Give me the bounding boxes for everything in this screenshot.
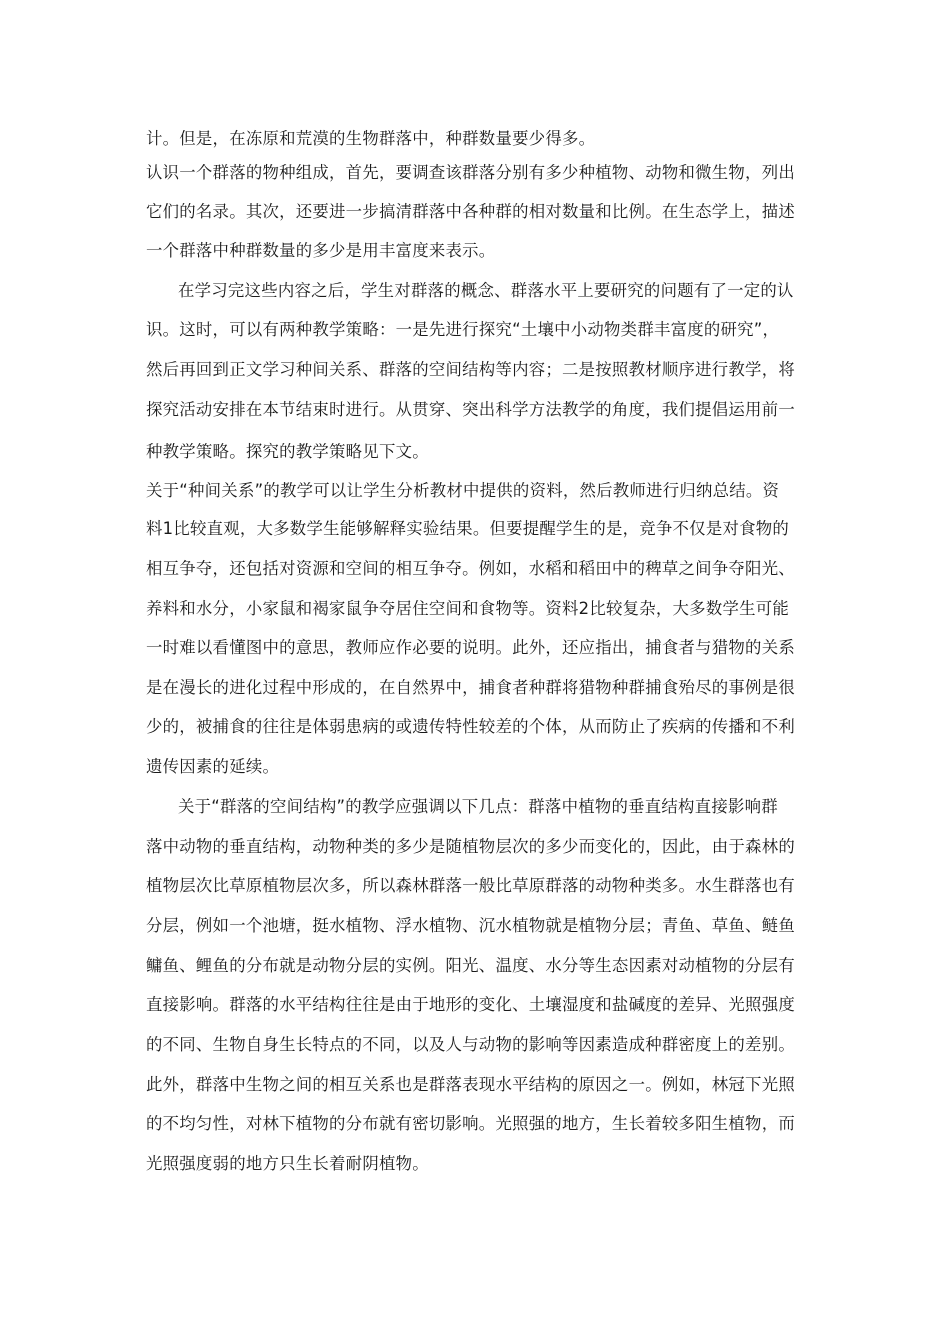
text-line: 此外，群落中生物之间的相互关系也是群落表现水平结构的原因之一。例如，林冠下光照 (146, 1075, 795, 1094)
text-line: 在学习完这些内容之后，学生对群落的概念、群落水平上要研究的问题有了一定的认 (178, 281, 794, 300)
text-line: 养料和水分，小家鼠和褐家鼠争夺居住空间和食物等。资料2比较复杂，大多数学生可能 (146, 599, 790, 618)
text-line: 关于“种间关系”的教学可以让学生分析教材中提供的资料，然后教师进行归纳总结。资 (146, 481, 780, 500)
text-line: 它们的名录。其次，还要进一步搞清群落中各种群的相对数量和比例。在生态学上，描述 (146, 202, 795, 221)
text-line: 的不同、生物自身生长特点的不同，以及人与动物的影响等因素造成种群密度上的差别。 (146, 1035, 795, 1054)
text-line: 认识一个群落的物种组成，首先，要调查该群落分别有多少种植物、动物和微生物，列出 (146, 163, 795, 182)
text-line: 一时难以看懂图中的意思，教师应作必要的说明。此外，还应指出，捕食者与猎物的关系 (146, 638, 795, 657)
text-line: 遗传因素的延续。 (146, 757, 280, 776)
text-line: 计。但是，在冻原和荒漠的生物群落中，种群数量要少得多。 (146, 129, 596, 148)
text-line: 然后再回到正文学习种间关系、群落的空间结构等内容；二是按照教材顺序进行教学，将 (146, 360, 795, 379)
text-line: 识。这时，可以有两种教学策略：一是先进行探究“土壤中小动物类群丰富度的研究”， (146, 320, 780, 339)
text-line: 植物层次比草原植物层次多，所以森林群落一般比草原群落的动物种类多。水生群落也有 (146, 876, 795, 895)
text-line: 分层，例如一个池塘，挺水植物、浮水植物、沉水植物就是植物分层；青鱼、草鱼、鲢鱼 (146, 916, 795, 935)
text-line: 一个群落中种群数量的多少是用丰富度来表示。 (146, 241, 496, 260)
text-line: 光照强度弱的地方只生长着耐阴植物。 (146, 1154, 429, 1173)
text-line: 关于“群落的空间结构”的教学应强调以下几点：群落中植物的垂直结构直接影响群 (178, 797, 778, 816)
text-line: 的不均匀性，对林下植物的分布就有密切影响。光照强的地方，生长着较多阳生植物，而 (146, 1114, 795, 1133)
text-line: 料1比较直观，大多数学生能够解释实验结果。但要提醒学生的是，竞争不仅是对食物的 (146, 519, 790, 538)
text-line: 种教学策略。探究的教学策略见下文。 (146, 442, 429, 461)
text-line: 落中动物的垂直结构，动物种类的多少是随植物层次的多少而变化的，因此，由于森林的 (146, 837, 795, 856)
text-line: 相互争夺，还包括对资源和空间的相互争夺。例如，水稻和稻田中的稗草之间争夺阳光、 (146, 559, 795, 578)
text-line: 直接影响。群落的水平结构往往是由于地形的变化、土壤湿度和盐碱度的差异、光照强度 (146, 995, 795, 1014)
text-line: 是在漫长的进化过程中形成的，在自然界中，捕食者种群将猎物种群捕食殆尽的事例是很 (146, 678, 795, 697)
text-line: 鳙鱼、鲤鱼的分布就是动物分层的实例。阳光、温度、水分等生态因素对动植物的分层有 (146, 956, 795, 975)
text-line: 探究活动安排在本节结束时进行。从贯穿、突出科学方法教学的角度，我们提倡运用前一 (146, 400, 795, 419)
text-line: 少的，被捕食的往往是体弱患病的或遗传特性较差的个体，从而防止了疾病的传播和不利 (146, 717, 795, 736)
